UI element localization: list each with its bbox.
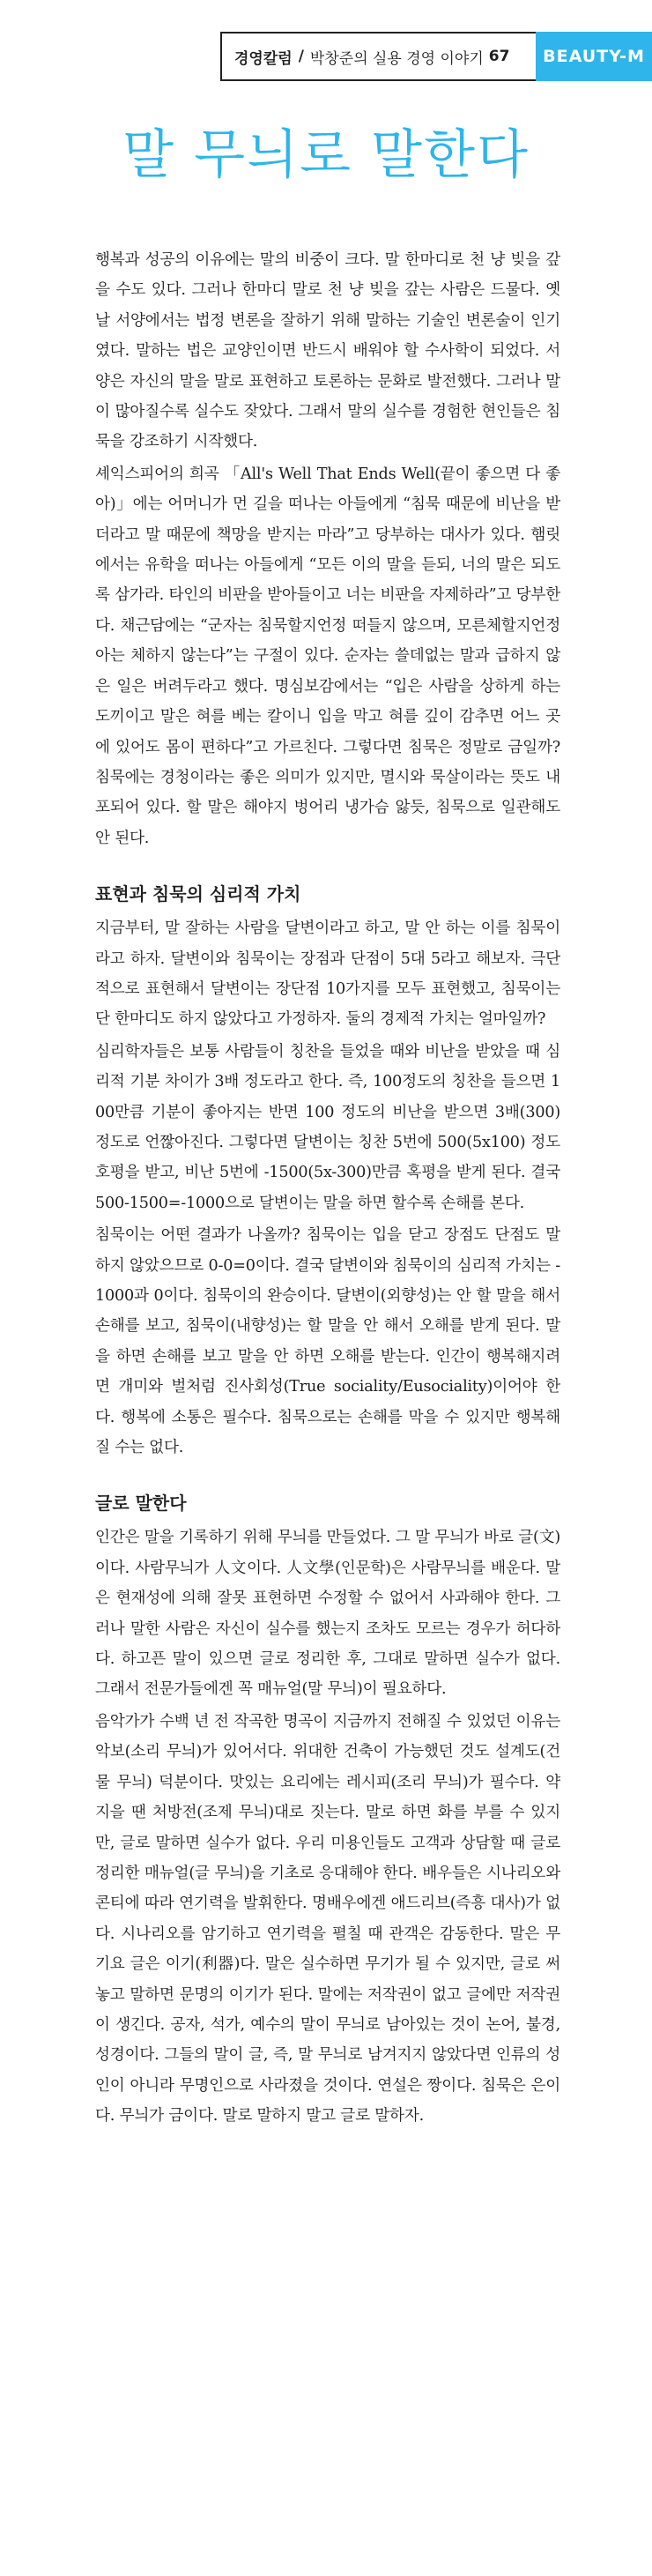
section-paragraph: 심리학자들은 보통 사람들이 칭찬을 들었을 때와 비난을 받았을 때 심리적 기분 차이가 3배 정도라고 한다. 즉, 100정도의 칭찬을 들으면 100만큼 기분이 좋아지는 반면 100 정도의 비난을 받으면 3배(300) 정도로 언짢아진다. 그렇다면 달변이는 칭찬 5번에 500(5x100) 정도 호평을 받고, 비난 5번에 -1500(5x-300)만큼 혹평을 받게 된다. 결국 500-1500=-1000으로 달변이는 말을 하면 할수록 손해를 본다. bbox=[95, 1042, 560, 1212]
section-paragraph: 지금부터, 말 잘하는 사람을 달변이라고 하고, 말 안 하는 이를 침묵이라고 하자. 달변이와 침묵이는 장점과 단점이 5대 5라고 해보자. 극단적으로 표현해서 달변이는 장단점 10가지를 모두 표현했고, 침묵이는 단 한마디도 하지 않았다고 가정하자. 둘의 경제적 가치는 얼마일까? bbox=[95, 919, 560, 1029]
section-paragraph: 인간은 말을 기록하기 위해 무늬를 만들었다. 그 말 무늬가 바로 글(文)이다. 사람무늬가 人文이다. 人文學(인문학)은 사람무늬를 배운다. 말은 현재성에 의해 잘못 표현하면 수정할 수 없어서 사과해야 한다. 그러나 말한 사람은 자신이 실수를 했는지 조차도 모르는 경우가 허다하다. 하고픈 말이 있으면 글로 정리한 후, 그대로 말하면 실수가 없다. 그래서 전문가들에겐 꼭 매뉴얼(말 무늬)이 필요하다. bbox=[95, 1529, 560, 1699]
series-title: 박창준의 실용 경영 이야기 bbox=[309, 49, 484, 68]
column-header bbox=[220, 32, 652, 81]
section-paragraph: 음악가가 수백 년 전 작곡한 명곡이 지금까지 전해질 수 있었던 이유는 악보(소리 무늬)가 있어서다. 위대한 건축이 가능했던 것도 설계도(건물 무늬) 덕분이다. 맛있는 요리에는 레시피(조리 무늬)가 필수다. 약 지을 땐 처방전(조제 무늬)대로 짓는다. 말로 하면 화를 부를 수 있지만, 글로 말하면 실수가 없다. 우리 미용인들도 고객과 상담할 때 글로 정리한 매뉴얼(글 무늬)을 기초로 응대해야 한다. 배우들은 시나리오와 콘티에 따라 연기력을 발휘한다. 명배우에겐 애드리브(즉흥 대사)가 없다. 시나리오를 암기하고 연기력을 펼칠 때 관객은 감동한다. 말은 무기요 글은 이기(利器)다. 말은 실수하면 무기가 될 수 있지만, 글로 써놓고 말하면 문명의 이기가 된다. 말에는 저작권이 없고 글에만 저작권이 생긴다. 공자, 석가, 예수의 말이 무늬로 남아있는 것이 논어, 불경, 성경이다. 그들의 말이 글, 즉, 말 무늬로 남겨지지 않았다면 인류의 성인이 아니라 무명인으로 사라졌을 것이다. 연설은 짱이다. 침묵은 은이다. 무늬가 금이다. 말로 말하지 말고 글로 말하자. bbox=[95, 1712, 560, 2126]
section-heading: 표현과 침묵의 심리적 가치 bbox=[95, 883, 301, 905]
magazine-tag: BEAUTY-M bbox=[536, 32, 652, 81]
section-heading: 글로 말한다 bbox=[95, 1493, 187, 1515]
intro-paragraph: 셰익스피어의 희곡 「All's Well That Ends Well(끝이 좋으면 다 좋아)」에는 어머니가 먼 길을 떠나는 아들에게 “침묵 때문에 비난을 받더라고 말 때문에 책망을 받지는 마라”고 당부하는 대사가 있다. 햄릿에서는 유학을 떠나는 아들에게 “모든 이의 말을 듣되, 너의 말은 되도록 삼가라. 타인의 비판을 받아들이고 너는 비판을 자제하라”고 당부한다. 채근담에는 “군자는 침묵할지언정 떠들지 않으며, 모른체할지언정 아는 체하지 않는다”는 구절이 있다. 순자는 쓸데없는 말과 급하지 않은 일은 버려두라고 했다. 명심보감에서는 “입은 사람을 상하게 하는 도끼이고 말은 혀를 베는 칼이니 입을 막고 혀를 깊이 감추면 어느 곳에 있어도 몸이 편하다”고 가르친다. 그렇다면 침묵은 정말로 금일까? 침묵에는 경청이라는 좋은 의미가 있지만, 멸시와 묵살이라는 뜻도 내포되어 있다. 할 말은 해야지 벙어리 냉가슴 앓듯, 침묵으로 일관해도 안 된다. bbox=[95, 465, 560, 847]
section-paragraph: 침묵이는 어떤 결과가 나올까? 침묵이는 입을 닫고 장점도 단점도 말하지 않았으므로 0-0=0이다. 결국 달변이와 침묵이의 심리적 가치는 -1000과 0이다. 침묵이의 완승이다. 달변이(외향성)는 안 할 말을 해서 손해를 보고, 침묵이(내향성)는 할 말을 안 해서 오해를 받게 된다. 말을 하면 손해를 보고 말을 안 하면 오해를 받는다. 인간이 행복해지려면 개미와 벌처럼 진사회성(True sociality/Eusociality)이어야 한다. 행복에 소통은 필수다. 침묵으로는 손해를 막을 수 있지만 행복해질 수는 없다. bbox=[95, 1226, 560, 1457]
series-info-box bbox=[220, 32, 536, 81]
article-body bbox=[95, 245, 560, 2133]
intro-paragraph: 행복과 성공의 이유에는 말의 비중이 크다. 말 한마디로 천 냥 빚을 갚을 수도 있다. 그러나 한마디 말로 천 냥 빚을 갚는 사람은 드물다. 옛날 서양에서는 법정 변론을 잘하기 위해 말하는 기술인 변론술이 인기였다. 말하는 법은 교양인이면 반드시 배워야 할 수사학이 되었다. 서양은 자신의 말을 말로 표현하고 토론하는 문화로 발전했다. 그러나 말이 많아질수록 실수도 잦았다. 그래서 말의 실수를 경험한 현인들은 침묵을 강조하기 시작했다. bbox=[95, 251, 560, 451]
column-name: 경영칼럼 bbox=[234, 49, 293, 68]
article-title: 말 무늬로 말한다 bbox=[122, 124, 530, 186]
header-separator: / bbox=[298, 48, 304, 65]
issue-number: 67 bbox=[488, 48, 510, 65]
